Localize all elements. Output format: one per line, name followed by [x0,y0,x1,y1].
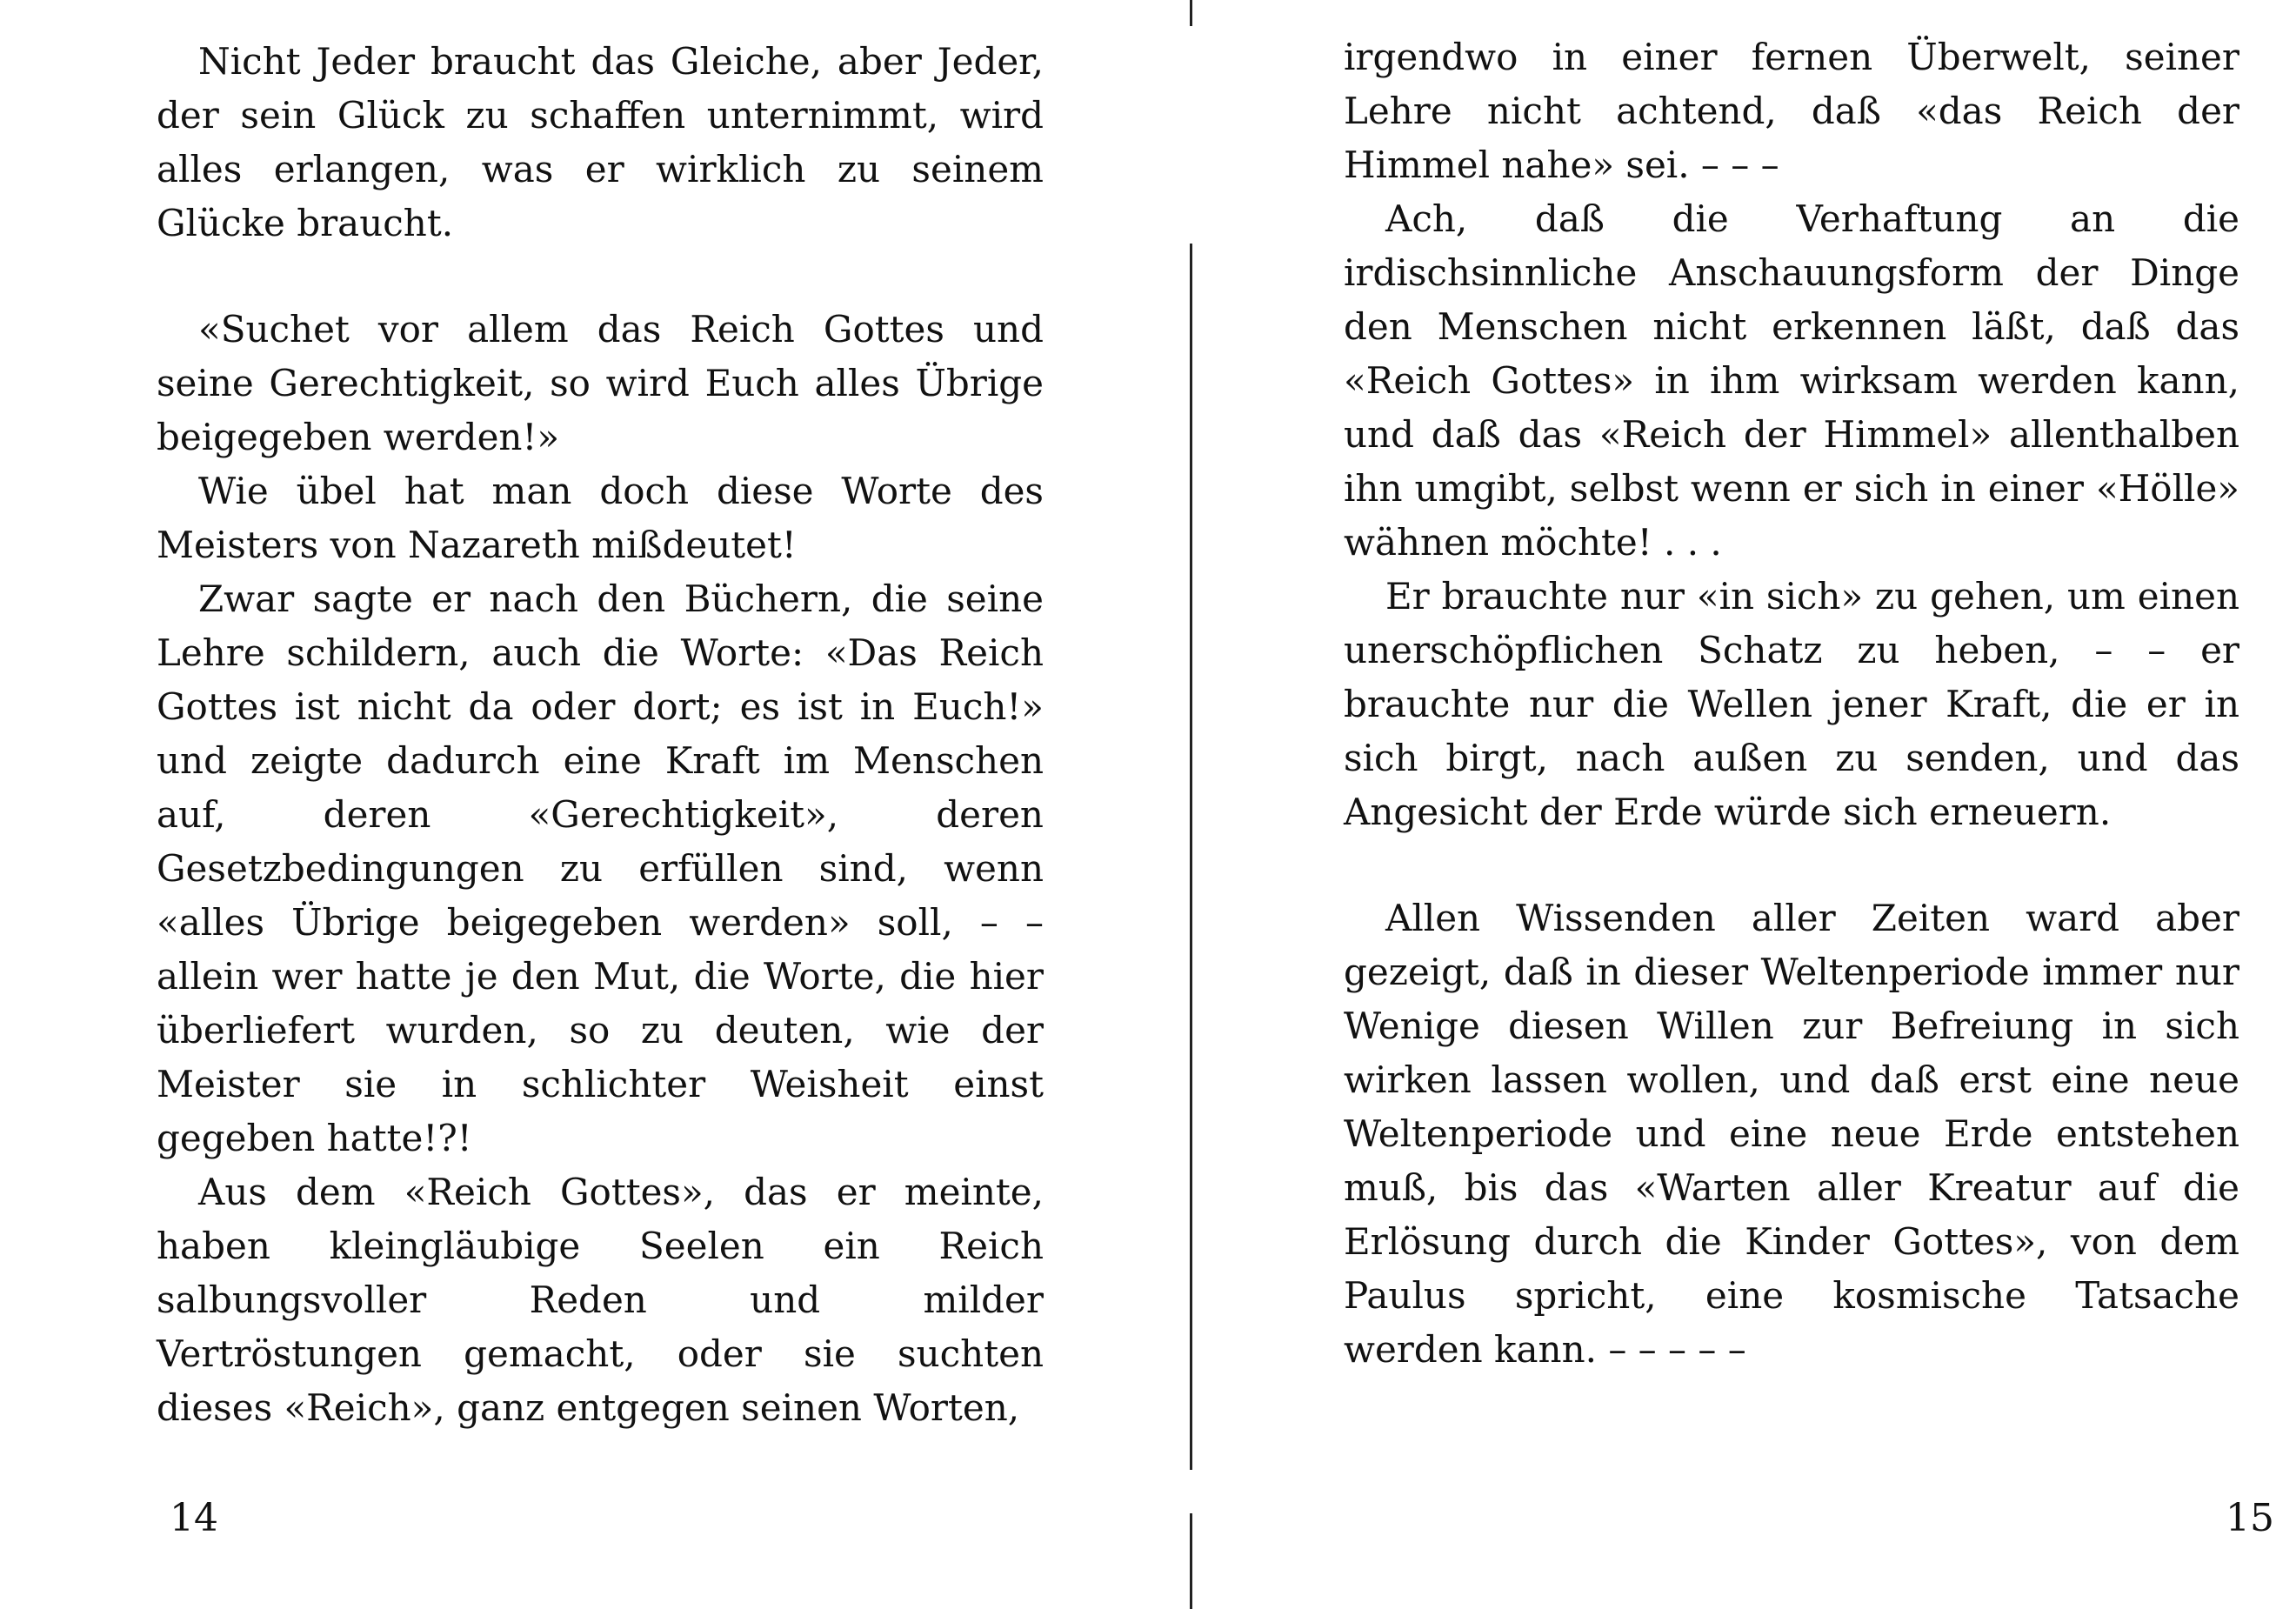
book-gutter [1190,0,1192,1609]
left-page-text [157,35,1044,1435]
right-page [1344,0,2274,1609]
right-paragraph-4: Allen Wissenden aller Zeiten ward aber gezeigt, daß in dieser Weltenperiode immer nur Wenige diesen Willen zur Befreiung in sich wirken lassen wollen, und daß erst eine neue Weltenperiode und eine neue Erde entstehen muß, bis das «Warten aller Kreatur auf die Erlösung durch die Kinder Gottes», von dem Paulus spricht, eine kosmische Tatsache werden kann. – – – – – [1344,897,2239,1371]
left-paragraph-4: Zwar sagte er nach den Büchern, die seine Lehre schildern, auch die Worte: «Das Reich Gottes ist nicht da oder dort; es ist in Euch!» und zeigte dadurch eine Kraft im Menschen auf, deren «Gerechtigkeit», deren Gesetzbedingungen zu erfüllen sind, wenn «alles Übrige beigegeben werden» soll, – – allein wer hatte je den Mut, die Worte, die hier überliefert wurden, so zu deuten, wie der Meister sie in schlichter Weisheit einst gegeben hatte!?! [157,578,1044,1159]
page-number-left: 14 [170,1496,218,1540]
left-paragraph-1: Nicht Jeder braucht das Gleiche, aber Jeder, der sein Glück zu schaffen unternimmt, wird alles erlangen, was er wirklich zu seinem Glücke braucht. [157,40,1044,244]
page-number-right: 15 [2226,1496,2274,1540]
right-paragraph-3: Er brauchte nur «in sich» zu gehen, um einen unerschöpflichen Schatz zu heben, – – er brauchte nur die Wellen jener Kraft, die er in sich birgt, nach außen zu senden, und das Angesicht der Erde würde sich erneuern. [1344,575,2239,833]
left-paragraph-5: Aus dem «Reich Gottes», das er meinte, haben kleingläubige Seelen ein Reich salbungsvoller Reden und milder Vertröstungen gemacht, oder sie suchten dieses «Reich», ganz entgegen seinen Worten, [157,1171,1044,1429]
left-paragraph-2: «Suchet vor allem das Reich Gottes und seine Gerechtigkeit, so wird Euch alles Übrige beigegeben werden!» [157,308,1044,458]
right-paragraph-2: Ach, daß die Verhaftung an die irdischsinnliche Anschauungsform der Dinge den Menschen nicht erkennen läßt, daß das «Reich Gottes» in ihm wirksam werden kann, und daß das «Reich der Himmel» allenthalben ihn umgibt, selbst wenn er sich in einer «Hölle» wähnen möchte! . . . [1344,197,2239,564]
left-paragraph-3: Wie übel hat man doch diese Worte des Meisters von Nazareth mißdeutet! [157,470,1044,566]
left-page [157,0,1044,1609]
right-paragraph-1: irgendwo in einer fernen Überwelt, seiner Lehre nicht achtend, daß «das Reich der Himmel nahe» sei. – – – [1344,36,2239,186]
right-page-text [1344,30,2239,1377]
